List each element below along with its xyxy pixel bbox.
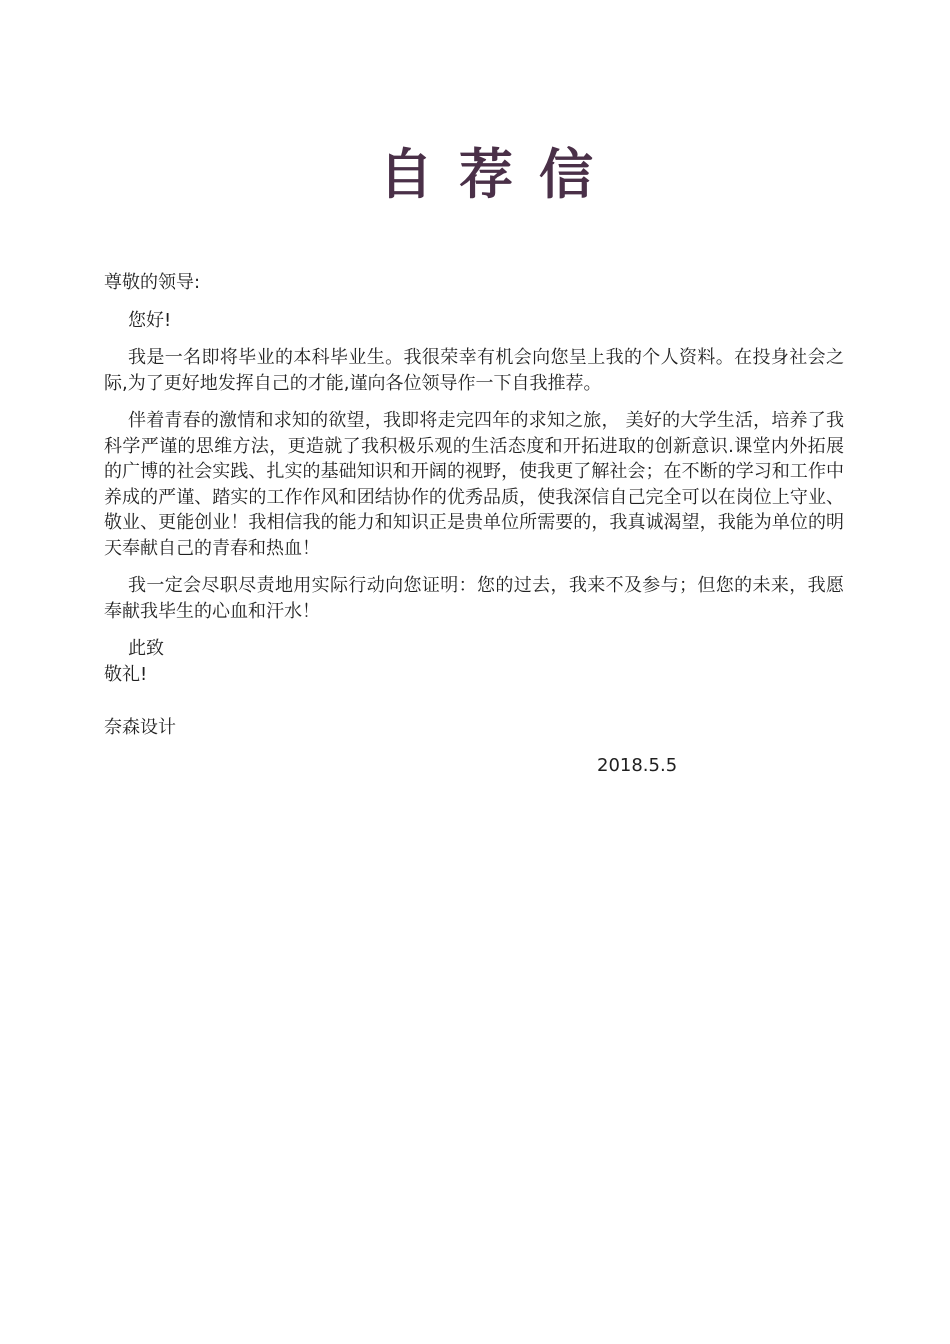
closing-line-2: 敬礼! xyxy=(104,663,148,685)
letter-date: 2018.5.5 xyxy=(597,754,678,776)
paragraph-commitment: 我一定会尽职尽责地用实际行动向您证明：您的过去，我来不及参与；但您的未来，我愿奉献我毕生的心血和汗水！ xyxy=(104,575,844,622)
greeting: 您好! xyxy=(128,309,172,331)
letter-title: 自荐信 xyxy=(379,142,619,206)
closing-line-1: 此致 xyxy=(128,638,164,659)
paragraph-intro: 我是一名即将毕业的本科毕业生。我很荣幸有机会向您呈上我的个人资料。在投身社会之际,为了更好地发挥自己的才能,谨向各位领导作一下自我推荐。 xyxy=(104,347,844,394)
paragraph-qualities: 伴着青春的激情和求知的欲望，我即将走完四年的求知之旅， 美好的大学生活，培养了我科学严谨的思维方法，更造就了我积极乐观的生活态度和开拓进取的创新意识.课堂内外拓展的广博的社会实践、扎实的基础知识和开阔的视野，使我更了解社会；在不断的学习和工作中养成的严谨、踏实的工作作风和团结协作的优秀品质，使我深信自己完全可以在岗位上守业、敬业、更能创业！我相信我的能力和知识正是贵单位所需要的，我真诚渴望，我能为单位的明天奉献自己的青春和热血！ xyxy=(104,410,844,559)
sender-name: 奈森设计 xyxy=(104,717,176,738)
letter-body xyxy=(104,270,844,778)
salutation: 尊敬的领导: xyxy=(104,272,201,293)
